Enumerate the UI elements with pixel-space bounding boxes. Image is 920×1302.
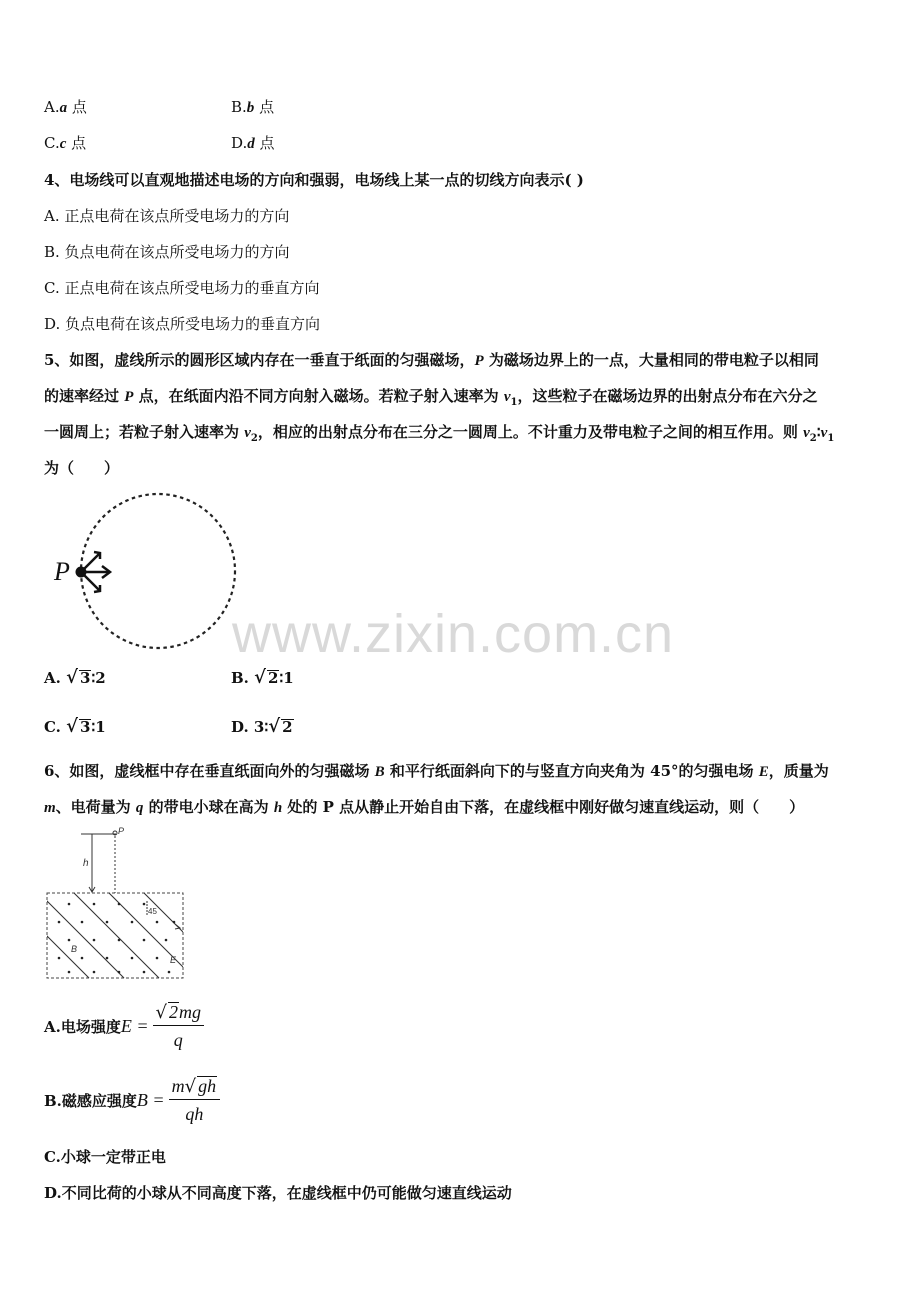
q5-option-d: D. 3∶√ 2 bbox=[231, 716, 293, 737]
q6-stem-line1: 6、如图，虚线框中存在垂直纸面向外的匀强磁场 B 和平行纸面斜向下的与竖直方向夹角为 45°的匀强电场 E，质量为 bbox=[44, 762, 829, 780]
field-region-box bbox=[47, 893, 183, 978]
point-p-label: P bbox=[54, 557, 70, 586]
angle-label: 45 bbox=[148, 907, 157, 916]
q6-option-c: C.小球一定带正电 bbox=[44, 1148, 166, 1166]
q6-stem-line2: m、电荷量为 q 的带电小球在高为 h 处的 P 点从静止开始自由下落，在虚线框中刚好做匀速直线运动，则（ ） bbox=[44, 798, 805, 816]
e-field-label: E bbox=[170, 955, 177, 965]
q4-option-a: A. 正点电荷在该点所受电场力的方向 bbox=[44, 207, 290, 225]
q6-option-a: A. 电场强度 E = $\frac{√ 2mg}{q}$ bbox=[44, 1002, 204, 1051]
b-field-label: B bbox=[71, 944, 78, 954]
q5-option-a: A. √ 3∶2 bbox=[44, 667, 106, 688]
q3-option-b: B.b 点 bbox=[231, 98, 275, 116]
q6-option-d: D.不同比荷的小球从不同高度下落，在虚线框中仍可能做匀速直线运动 bbox=[44, 1184, 512, 1202]
q5-option-c: C. √ 3∶1 bbox=[44, 716, 106, 737]
q3-option-a: A.a 点 bbox=[44, 98, 87, 116]
q5-circle-figure bbox=[50, 488, 250, 658]
q5-stem-line4: 为（ ） bbox=[44, 459, 120, 477]
q6-option-b: B. 磁感应强度 B = $\frac{m√ gh}{qh}$ bbox=[44, 1076, 220, 1125]
q6-field-figure bbox=[44, 824, 189, 984]
velocity-arrows bbox=[81, 552, 110, 592]
q4-option-d: D. 负点电荷在该点所受电场力的垂直方向 bbox=[44, 315, 321, 333]
point-p-label: P bbox=[118, 826, 125, 836]
q4-stem: 4、电场线可以直观地描述电场的方向和强弱，电场线上某一点的切线方向表示( ) bbox=[44, 171, 584, 189]
q3-option-c: C.c 点 bbox=[44, 134, 87, 152]
q5-stem-line2: 的速率经过 P 点，在纸面内沿不同方向射入磁场。若粒子射入速率为 $v_1$，这些粒子在磁场边界的出射点分布在六分之 bbox=[44, 387, 818, 408]
q5-stem-line1: 5、如图，虚线所示的圆形区域内存在一垂直于纸面的匀强磁场，P 为磁场边界上的一点，大量相同的带电粒子以相同 bbox=[44, 351, 819, 369]
q5-stem-line3: 一圆周上；若粒子射入速率为 $v_2$，相应的出射点分布在三分之一圆周上。不计重力及带电粒子之间的相互作用。则 $v_2∶v_1$ bbox=[44, 423, 835, 444]
watermark: www.zixin.com.cn bbox=[232, 604, 675, 664]
electric-field-lines bbox=[44, 893, 189, 978]
q4-option-c: C. 正点电荷在该点所受电场力的垂直方向 bbox=[44, 279, 320, 297]
q5-option-b: B. √ 2∶1 bbox=[231, 667, 294, 688]
height-label: h bbox=[83, 858, 89, 869]
q4-option-b: B. 负点电荷在该点所受电场力的方向 bbox=[44, 243, 290, 261]
q3-option-d: D.d 点 bbox=[231, 134, 275, 152]
magnetic-field-dots bbox=[58, 903, 176, 974]
